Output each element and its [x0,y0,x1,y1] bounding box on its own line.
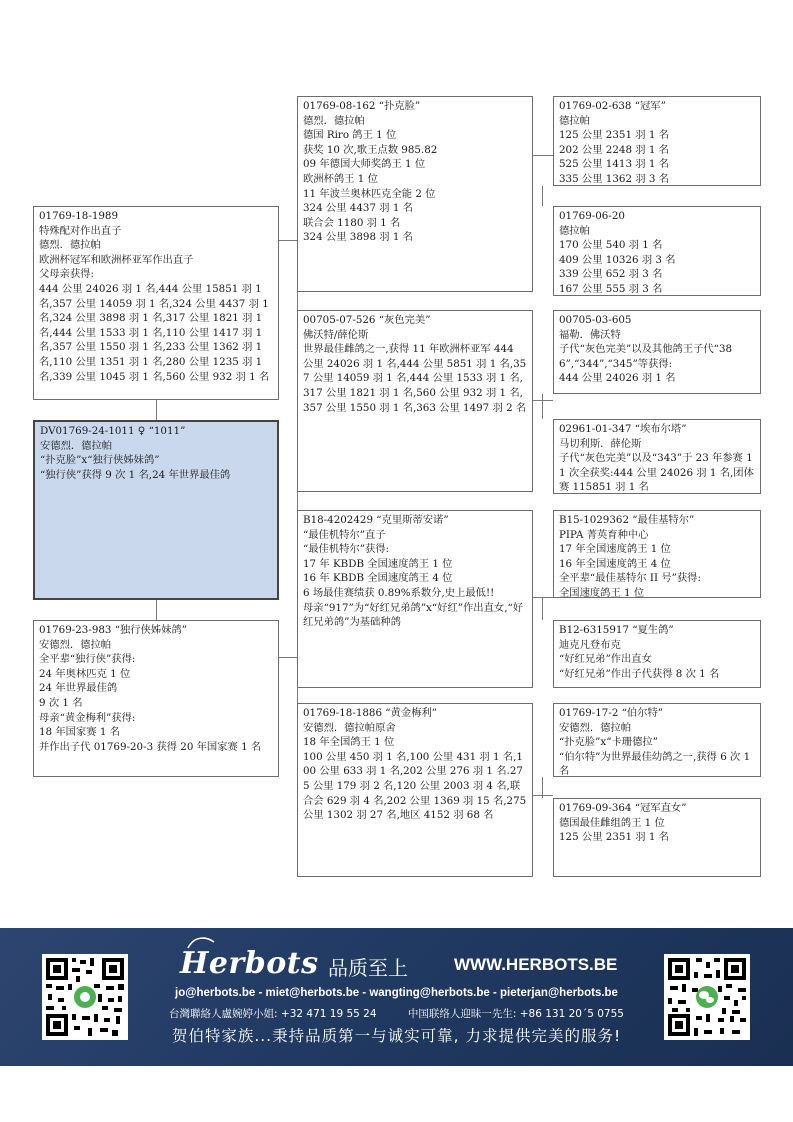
pedigree-line: 17 年全国速度鸽王 1 位 [559,543,671,556]
pedigree-line: 德国最佳雌组鸽王 1 位 [559,816,665,829]
pedigree-line: 324 公里 3898 羽 1 名 [303,231,413,244]
pedigree-line: 欧洲杯冠军和欧洲杯亚军作出直子 [39,253,194,266]
pedigree-sd-sire [553,310,761,394]
pedigree-line: 24 年世界最佳鸽 [39,682,118,695]
pedigree-line: 佛沃特/薛伦斯 [303,328,369,341]
pedigree-line: 迪克凡登布克 [559,638,621,651]
pedigree-line: 324 公里 4437 羽 1 名 [303,202,413,215]
connector [297,292,298,310]
connector [156,400,157,420]
pedigree-subject [33,420,279,600]
pedigree-line: 安德烈．德拉帕 [40,439,113,452]
connector [297,492,298,510]
connector [542,777,543,798]
pedigree-line: 德烈．德拉帕 [303,114,365,127]
logo-swirl-icon [186,936,216,950]
footer-tagline: 贺伯特家族...秉持品质第一与诚实可靠, 力求提供完美的服务! [171,1027,622,1045]
pedigree-dam [33,620,279,777]
pedigree-line: 德拉帕 [559,114,590,127]
pedigree-line: “最佳机特尔”获得: [303,543,390,556]
pedigree-line: 11 年波兰奥林匹克全能 2 位 [303,187,436,200]
pedigree-line: 24 年奥林匹克 1 位 [39,667,131,680]
connector [156,600,157,620]
contact-phones [0,1006,793,1021]
pedigree-line: 16 年全国速度鸽王 4 位 [559,557,671,570]
pedigree-line: 安德烈．德拉帕 [559,721,632,734]
pedigree-dd-dam [553,798,761,877]
pedigree-line: 16 年 KBDB 全国速度鸽王 4 位 [303,572,453,585]
pedigree-line: 444 公里 24026 羽 1 名 [559,372,676,385]
pigeon-ring-number: B12-6315917 “夏生鸽” [559,624,674,636]
contact-china: 中国联络人迎昧一先生: +86 131 20´5 0755 [407,1008,624,1020]
connector [542,186,543,206]
pedigree-dam-dam [297,703,533,877]
pedigree-ds-dam [553,620,761,688]
footer-banner [0,928,793,1066]
pedigree-line: 525 公里 1413 羽 1 名 [559,158,669,171]
pedigree-line: 9 次 1 名 [39,696,83,709]
pedigree-line: 125 公里 2351 羽 1 名 [559,831,669,844]
pigeon-ring-number: 01769-06-20 [559,210,625,222]
pedigree-ss-sire [553,96,761,186]
pedigree-line: 母亲“917”为“好红兄弟鸽”x“好红”作出直女,“好红兄弟鸽”为基础种鸽 [303,601,524,629]
pigeon-ring-number: 02961-01-347 “埃布尔塔” [559,423,687,435]
connector [279,240,297,241]
pigeon-ring-number: 01769-08-162 “扑克脸” [303,100,421,112]
pedigree-line: “独行侠”获得 9 次 1 名,24 年世界最佳鸽 [40,468,231,481]
pedigree-line: 409 公里 10326 羽 3 名 [559,253,676,266]
pedigree-line: 18 年全国鸽王 1 位 [303,736,395,749]
pigeon-ring-number: 01769-18-1886 “黄金梅利” [303,707,438,719]
pedigree-line: 全国速度鸽王 1 位 [559,586,645,598]
connector [533,795,553,796]
pedigree-line: 福勒．佛沃特 [559,328,621,341]
pedigree-line: 339 公里 652 羽 3 名 [559,268,663,281]
pedigree-line: 167 公里 555 羽 3 名 [559,282,663,295]
brand-logo: Herbots [180,946,319,981]
contact-taiwan: 台灣聯絡人盧婉婷小姐: +32 471 19 55 24 [169,1008,377,1020]
pedigree-line: 09 年德国大师奖鸽王 1 位 [303,158,426,171]
pigeon-ring-number: B18-4202429 “克里斯蒂安诺” [303,514,449,526]
pedigree-line: 444 公里 24026 羽 1 名,444 公里 15851 羽 1 名,357 公里 14059 羽 1 名,324 公里 4437 羽 1 名,324 公里 3898 羽 1 名,317 公里 1821 羽 1 名,444 公里 1533 羽 1 名,110 公里 1417 羽 1 名,357 公里 1550 羽 1 名,233 公里 1362 羽 1 名,110 公里 1351 羽 1 名,280 公里 1235 羽 1 名,339 公里 1045 羽 1 名,560 公里 932 羽 1 名 [39,282,273,383]
pedigree-line: 并作出子代 01769-20-3 获得 20 年国家赛 1 名 [39,740,262,753]
connector [297,688,298,703]
pedigree-line: “最佳机特尔”直子 [303,528,386,541]
pedigree-line: 安德烈．德拉帕原舍 [303,721,396,734]
pedigree-sire-sire [297,96,533,292]
pigeon-ring-number: 01769-02-638 “冠军” [559,100,666,112]
pedigree-line: 马切利斯．薛伦斯 [559,437,642,450]
website-link[interactable]: WWW.HERBOTS.BE [454,955,618,974]
brand-slogan: 品质至上 [328,956,408,980]
connector [542,598,543,620]
pedigree-line: 全平辈“最佳基特尔 II 号”获得: [559,572,701,585]
pedigree-line: 170 公里 540 羽 1 名 [559,239,663,252]
brand-header [180,946,620,982]
pedigree-dd-sire [553,703,761,777]
pigeon-ring-number: 01769-17-2 “伯尔特” [559,707,664,719]
connector [533,155,553,156]
pigeon-ring-number: B15-1029362 “最佳基特尔” [559,514,695,526]
pedigree-line: 子代“灰色完美”以及其他鸽王子代“386”,“344”,“345”等获得: [559,343,733,370]
pedigree-line: 18 年国家赛 1 名 [39,726,120,739]
contact-emails[interactable]: jo@herbots.be - miet@herbots.be - wangting@herbots.be - pieterjan@herbots.be [175,987,618,999]
pedigree-line: “好红兄弟”作出直女 [559,653,652,666]
pedigree-line: “好红兄弟”作出子代获得 8 次 1 名 [559,667,720,680]
pedigree-line: 德拉帕 [559,224,590,237]
pedigree-line: 17 年 KBDB 全国速度鸽王 1 位 [303,557,453,570]
pigeon-ring-number: 01769-09-364 “冠军直女” [559,802,687,814]
pedigree-sire-dam [297,310,533,492]
pedigree-line: 联合会 1180 羽 1 名 [303,216,401,229]
pigeon-ring-number: DV01769-24-1011 ♀ “1011” [40,425,186,437]
pedigree-line: 安德烈．德拉帕 [39,638,112,651]
pedigree-sire [33,206,279,400]
connector [533,597,553,598]
pedigree-line: 欧洲杯鸽王 1 位 [303,172,378,185]
pedigree-line: 德烈．德拉帕 [39,239,101,252]
pedigree-line: PIPA 菁英育种中心 [559,528,649,541]
pedigree-sd-dam [553,419,761,494]
pigeon-ring-number: 00705-07-526 “灰色完美” [303,314,431,326]
connector [279,657,297,658]
pedigree-line: 母亲“黄金梅利”获得: [39,711,136,724]
pedigree-line: 特殊配对作出直子 [39,224,122,237]
pedigree-line: 获奖 10 次,歌王点数 985.82 [303,143,438,156]
pigeon-ring-number: 00705-03-605 [559,314,632,326]
pigeon-ring-number: 01769-23-983 “独行侠姊妹鸽” [39,624,188,636]
pedigree-line: “扑克脸”x“卡珊德拉” [559,736,658,749]
pedigree-ss-dam [553,206,761,296]
pedigree-line: 6 场最佳赛绩获 0.89%系数分,史上最低!! [303,586,495,599]
pedigree-line: 全平辈“独行侠”获得: [39,653,136,666]
pedigree-line: 202 公里 2248 羽 1 名 [559,143,669,156]
pedigree-ds-sire [553,510,761,598]
pedigree-line: “扑克脸”x“独行侠姊妹鸽” [40,454,160,467]
pigeon-ring-number: 01769-18-1989 [39,210,119,222]
pedigree-line: 125 公里 2351 羽 1 名 [559,129,669,142]
pedigree-line: 100 公里 450 羽 1 名,100 公里 431 羽 1 名,100 公里 633 羽 1 名,202 公里 276 羽 1 名.275 公里 179 羽 2 名,120 公里 2003 羽 4 名,联合会 629 羽 4 名,202 公里 1369 羽 15 名,275 公里 1302 羽 27 名,地区 4152 羽 68 名 [303,750,530,822]
pedigree-line: 父母亲获得: [39,268,94,281]
pedigree-line: 世界最佳雌鸽之一,获得 11 年欧洲杯亚军 444 公里 24026 羽 1 名,444 公里 5851 羽 1 名,357 公里 14059 羽 1 名,444 公里 1533 羽 1 名,317 公里 1821 羽 1 名,560 公里 932 羽 1 名,357 公里 1550 羽 1 名,363 公里 1497 羽 2 名 [303,343,527,414]
pedigree-line: 子代“灰色完美”以及“343”于 23 年参赛 11 次全获奖:444 公里 24026 羽 1 名,团体赛 115851 羽 1 名 [559,452,754,494]
pedigree-line: 335 公里 1362 羽 3 名 [559,172,669,185]
connector [533,400,553,401]
connector [542,394,543,419]
pedigree-line: 德国 Riro 鸽王 1 位 [303,129,397,142]
pedigree-line: “伯尔特”为世界最佳幼鸽之一,获得 6 次 1 名 [559,750,754,777]
pedigree-dam-sire [297,510,533,688]
